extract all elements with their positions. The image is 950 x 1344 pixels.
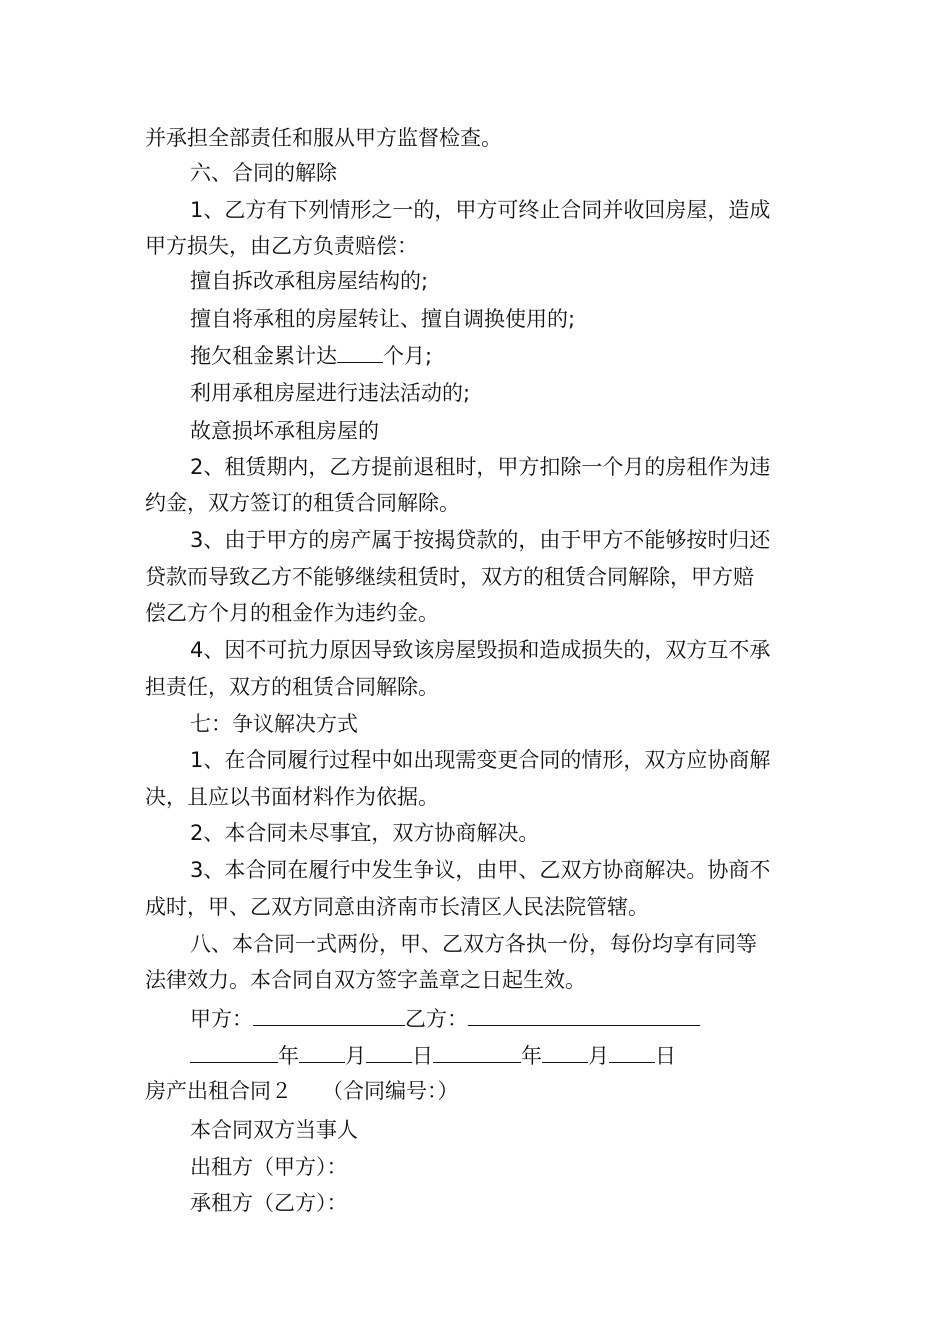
year-label: 年 [278, 1044, 299, 1068]
text-line: 承租方（乙方）： [190, 1191, 348, 1215]
text-line: 法律效力。本合同自双方签字盖章之日起生效。 [145, 968, 586, 992]
day-blank [609, 1040, 655, 1063]
text-line: 擅自拆改承租房屋结构的; [190, 269, 429, 293]
text-line: 故意损坏承租房屋的 [190, 419, 379, 443]
arrears-text-before: 拖欠租金累计达 [190, 344, 337, 368]
text-line: 4、因不可抗力原因导致该房屋毁损和造成损失的，双方互不承 [190, 638, 771, 662]
text-line: 偿乙方个月的租金作为违约金。 [145, 601, 439, 625]
party-b-label: 乙方： [405, 1007, 468, 1031]
text-line: 本合同双方当事人 [190, 1118, 358, 1142]
arrears-text-after: 个月; [383, 344, 433, 368]
text-line: 成时，甲、乙双方同意由济南市长清区人民法院管辖。 [145, 895, 649, 919]
section-heading: 七：争议解决方式 [190, 712, 358, 736]
text-line: 决，且应以书面材料作为依据。 [145, 785, 439, 809]
text-line: 并承担全部责任和服从甲方监督检查。 [145, 126, 502, 150]
section-heading: 六、合同的解除 [190, 161, 337, 185]
month-label: 月 [588, 1044, 609, 1068]
text-line: 3、本合同在履行中发生争议，由甲、乙双方协商解决。协商不 [190, 858, 771, 882]
year-label: 年 [521, 1044, 542, 1068]
text-line: 甲方损失，由乙方负责赔偿： [145, 234, 418, 258]
text-line: 八、本合同一式两份，甲、乙双方各执一份，每份均享有同等 [190, 932, 757, 956]
signature-line [0, 1003, 950, 1033]
contract-title: 房产出租合同２ [145, 1079, 292, 1103]
month-label: 月 [345, 1044, 366, 1068]
text-line: 贷款而导致乙方不能够继续租赁时，双方的租赁合同解除，甲方赔 [145, 565, 754, 589]
text-line: 约金，双方签订的租赁合同解除。 [145, 491, 460, 515]
contract-heading [0, 1076, 950, 1106]
text-line: 3、由于甲方的房产属于按揭贷款的，由于甲方不能够按时归还 [190, 528, 771, 552]
month-blank [542, 1040, 588, 1063]
text-line: 擅自将承租的房屋转让、擅自调换使用的; [190, 307, 576, 331]
day-label: 日 [412, 1044, 433, 1068]
arrears-line [0, 340, 950, 370]
year-blank [433, 1040, 521, 1063]
date-line [0, 1040, 950, 1070]
year-blank [190, 1040, 278, 1063]
day-label: 日 [655, 1044, 676, 1068]
party-b-blank [468, 1003, 700, 1026]
text-line: 1、在合同履行过程中如出现需变更合同的情形，双方应协商解 [190, 748, 771, 772]
text-line: 2、本合同未尽事宜，双方协商解决。 [190, 821, 540, 845]
party-a-blank [253, 1003, 405, 1026]
party-a-label: 甲方： [190, 1007, 253, 1031]
contract-number: （合同编号：） [322, 1079, 459, 1103]
text-line: 2、租赁期内，乙方提前退租时，甲方扣除一个月的房租作为违 [190, 455, 771, 479]
text-line: 出租方（甲方）： [190, 1155, 348, 1179]
day-blank [366, 1040, 412, 1063]
text-line: 利用承租房屋进行违法活动的; [190, 381, 471, 405]
text-line: 担责任，双方的租赁合同解除。 [145, 675, 439, 699]
text-line: 1、乙方有下列情形之一的，甲方可终止合同并收回房屋，造成 [190, 198, 771, 222]
month-blank [299, 1040, 345, 1063]
blank-line [337, 340, 383, 363]
